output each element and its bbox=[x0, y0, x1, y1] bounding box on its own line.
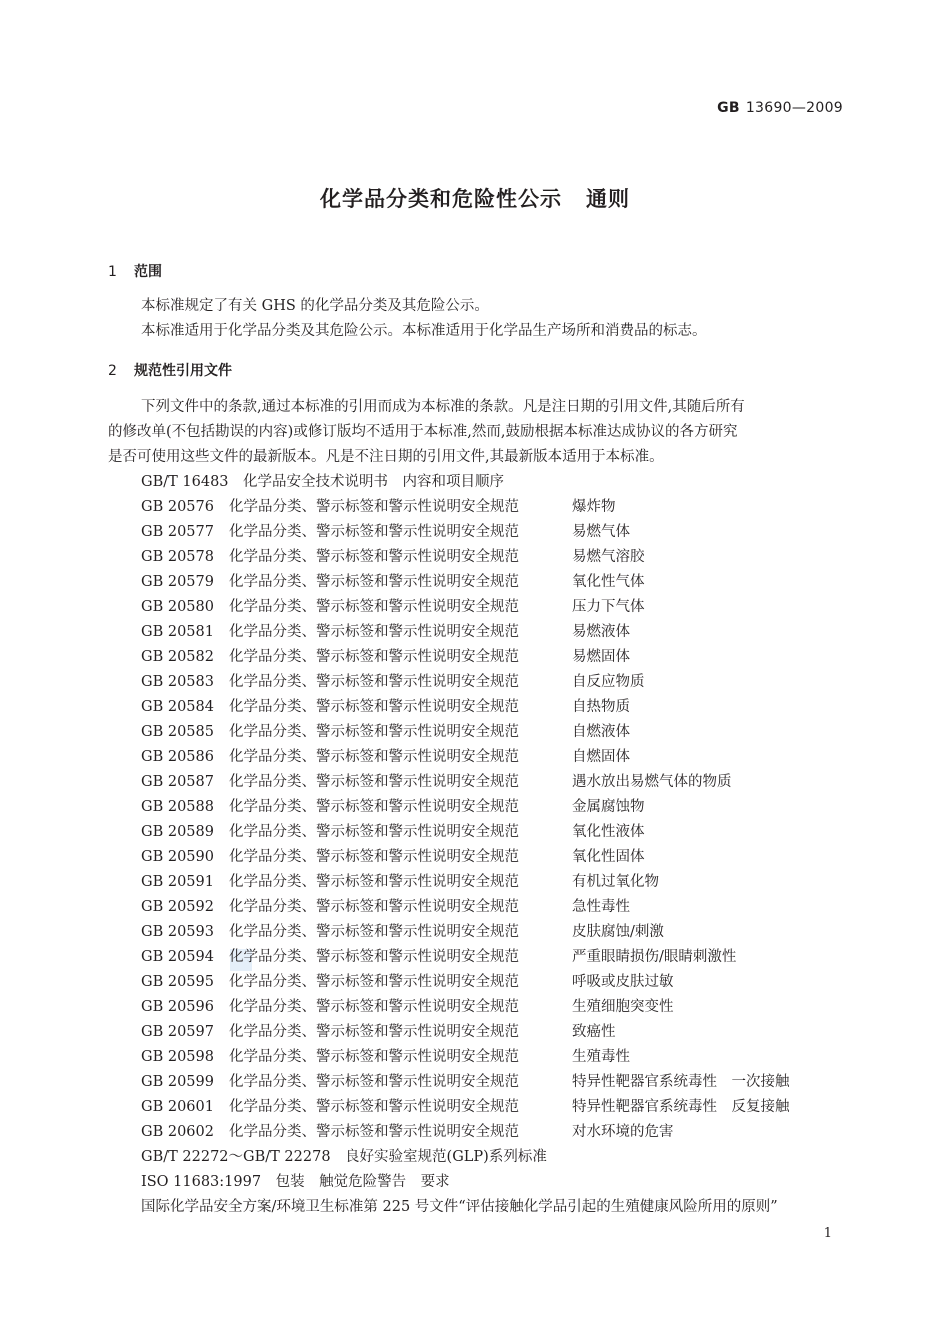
reference-part: 自热物质 bbox=[572, 699, 630, 715]
reference-code: GB 20578 bbox=[141, 549, 214, 565]
reference-title: 化学品分类、警示标签和警示性说明安全规范 bbox=[229, 674, 519, 690]
reference-code: GB 20598 bbox=[141, 1049, 214, 1065]
reference-part: 生殖细胞突变性 bbox=[572, 999, 674, 1015]
reference-item bbox=[141, 695, 790, 720]
reference-code: GB 20588 bbox=[141, 799, 214, 815]
reference-item bbox=[141, 820, 790, 845]
reference-part: 易燃液体 bbox=[572, 624, 630, 640]
reference-part: 皮肤腐蚀/刺激 bbox=[572, 924, 664, 940]
reference-title: 化学品分类、警示标签和警示性说明安全规范 bbox=[229, 649, 519, 665]
section-1-heading bbox=[108, 261, 162, 281]
reference-item bbox=[141, 895, 790, 920]
reference-code: GB 20581 bbox=[141, 624, 214, 640]
reference-part: 爆炸物 bbox=[572, 499, 616, 515]
page-number: 1 bbox=[823, 1226, 832, 1241]
section-title: 范围 bbox=[134, 264, 162, 280]
reference-part: 氧化性气体 bbox=[572, 574, 645, 590]
reference-code: GB 20586 bbox=[141, 749, 214, 765]
reference-item bbox=[141, 995, 790, 1020]
reference-title: 化学品分类、警示标签和警示性说明安全规范 bbox=[229, 524, 519, 540]
reference-code: GB 20592 bbox=[141, 899, 214, 915]
reference-part: 遇水放出易燃气体的物质 bbox=[572, 774, 732, 790]
section-1-body bbox=[108, 294, 843, 344]
section-2-heading bbox=[108, 360, 232, 380]
paragraph-line: 是否可使用这些文件的最新版本。凡是不注日期的引用文件,其最新版本适用于本标准。 bbox=[108, 449, 664, 465]
reference-title: 化学品分类、警示标签和警示性说明安全规范 bbox=[229, 824, 519, 840]
reference-item bbox=[141, 1020, 790, 1045]
reference-item bbox=[141, 970, 790, 995]
reference-part: 自反应物质 bbox=[572, 674, 645, 690]
reference-code: GB 20584 bbox=[141, 699, 214, 715]
reference-item bbox=[141, 620, 790, 645]
reference-item bbox=[141, 795, 790, 820]
reference-code: GB 20593 bbox=[141, 924, 214, 940]
reference-item bbox=[141, 1045, 790, 1070]
reference-part: 有机过氧化物 bbox=[572, 874, 659, 890]
reference-part: 急性毒性 bbox=[572, 899, 630, 915]
reference-item bbox=[141, 720, 790, 745]
title-sub: 通则 bbox=[586, 187, 630, 211]
reference-rows bbox=[141, 495, 790, 1145]
reference-title: 化学品分类、警示标签和警示性说明安全规范 bbox=[229, 699, 519, 715]
reference-title: 化学品分类、警示标签和警示性说明安全规范 bbox=[229, 799, 519, 815]
reference-code: GB 20587 bbox=[141, 774, 214, 790]
section-2-body bbox=[108, 395, 843, 470]
section-number: 2 bbox=[108, 363, 117, 379]
reference-item bbox=[141, 920, 790, 945]
reference-title: 化学品分类、警示标签和警示性说明安全规范 bbox=[229, 599, 519, 615]
reference-title: 化学品分类、警示标签和警示性说明安全规范 bbox=[229, 1074, 519, 1090]
reference-item bbox=[141, 1120, 790, 1145]
paragraph-line: 下列文件中的条款,通过本标准的引用而成为本标准的条款。凡是注日期的引用文件,其随后所有 bbox=[141, 399, 745, 415]
reference-code: GB 20594 bbox=[141, 949, 214, 965]
reference-title: 化学品分类、警示标签和警示性说明安全规范 bbox=[229, 924, 519, 940]
reference-code: GB 20576 bbox=[141, 499, 214, 515]
reference-title: 化学品分类、警示标签和警示性说明安全规范 bbox=[229, 874, 519, 890]
section-number: 1 bbox=[108, 264, 117, 280]
reference-part: 金属腐蚀物 bbox=[572, 799, 645, 815]
reference-code: GB 20597 bbox=[141, 1024, 214, 1040]
reference-item: 国际化学品安全方案/环境卫生标准第 225 号文件“评估接触化学品引起的生殖健康风险所用的原则” bbox=[141, 1199, 778, 1215]
reference-part: 对水环境的危害 bbox=[572, 1124, 674, 1140]
paragraph-line: 本标准规定了有关 GHS 的化学品分类及其危险公示。 bbox=[141, 298, 489, 314]
reference-part: 致癌性 bbox=[572, 1024, 616, 1040]
standard-prefix: GB bbox=[717, 100, 740, 116]
reference-title: 化学品分类、警示标签和警示性说明安全规范 bbox=[229, 774, 519, 790]
reference-part: 易燃气体 bbox=[572, 524, 630, 540]
reference-title: 化学品分类、警示标签和警示性说明安全规范 bbox=[229, 1049, 519, 1065]
reference-title: 化学品分类、警示标签和警示性说明安全规范 bbox=[229, 1124, 519, 1140]
reference-item bbox=[141, 545, 790, 570]
reference-part: 严重眼睛损伤/眼睛刺激性 bbox=[572, 949, 737, 965]
reference-title: 化学品分类、警示标签和警示性说明安全规范 bbox=[229, 899, 519, 915]
reference-part: 氧化性液体 bbox=[572, 824, 645, 840]
reference-title: 化学品分类、警示标签和警示性说明安全规范 bbox=[229, 749, 519, 765]
reference-item bbox=[141, 520, 790, 545]
reference-title: 化学品分类、警示标签和警示性说明安全规范 bbox=[229, 974, 519, 990]
reference-code: GB 20579 bbox=[141, 574, 214, 590]
section-title: 规范性引用文件 bbox=[134, 363, 232, 379]
reference-code: GB 20580 bbox=[141, 599, 214, 615]
reference-title: 化学品分类、警示标签和警示性说明安全规范 bbox=[229, 849, 519, 865]
reference-code: GB 20583 bbox=[141, 674, 214, 690]
reference-code: GB 20585 bbox=[141, 724, 214, 740]
reference-item bbox=[141, 1095, 790, 1120]
reference-title: 化学品分类、警示标签和警示性说明安全规范 bbox=[229, 624, 519, 640]
reference-part: 特异性靶器官系统毒性 一次接触 bbox=[572, 1074, 790, 1090]
reference-item bbox=[141, 495, 790, 520]
reference-part: 易燃固体 bbox=[572, 649, 630, 665]
reference-title: 化学品分类、警示标签和警示性说明安全规范 bbox=[229, 1099, 519, 1115]
reference-part: 生殖毒性 bbox=[572, 1049, 630, 1065]
reference-title: 化学品分类、警示标签和警示性说明安全规范 bbox=[229, 724, 519, 740]
reference-code: GB 20595 bbox=[141, 974, 214, 990]
reference-part: 呼吸或皮肤过敏 bbox=[572, 974, 674, 990]
reference-title: 化学品分类、警示标签和警示性说明安全规范 bbox=[229, 574, 519, 590]
reference-item bbox=[141, 595, 790, 620]
reference-item bbox=[141, 845, 790, 870]
standard-number: 13690—2009 bbox=[745, 100, 843, 116]
reference-title: 化学品分类、警示标签和警示性说明安全规范 bbox=[229, 999, 519, 1015]
reference-title: 化学品分类、警示标签和警示性说明安全规范 bbox=[229, 1024, 519, 1040]
reference-code: GB 20590 bbox=[141, 849, 214, 865]
reference-code: GB 20601 bbox=[141, 1099, 214, 1115]
reference-code: GB 20602 bbox=[141, 1124, 214, 1140]
reference-code: GB 20582 bbox=[141, 649, 214, 665]
paragraph-line: 本标准适用于化学品分类及其危险公示。本标准适用于化学品生产场所和消费品的标志。 bbox=[141, 323, 707, 339]
reference-item bbox=[141, 945, 790, 970]
reference-item bbox=[141, 1070, 790, 1095]
reference-item bbox=[141, 745, 790, 770]
reference-item: GB/T 16483 化学品安全技术说明书 内容和项目顺序 bbox=[141, 474, 505, 490]
reference-item bbox=[141, 770, 790, 795]
reference-title: 化学品分类、警示标签和警示性说明安全规范 bbox=[229, 949, 519, 965]
reference-item bbox=[141, 570, 790, 595]
reference-code: GB 20589 bbox=[141, 824, 214, 840]
reference-title: 化学品分类、警示标签和警示性说明安全规范 bbox=[229, 549, 519, 565]
reference-title: 化学品分类、警示标签和警示性说明安全规范 bbox=[229, 499, 519, 515]
reference-part: 自燃液体 bbox=[572, 724, 630, 740]
reference-code: GB 20577 bbox=[141, 524, 214, 540]
reference-part: 氧化性固体 bbox=[572, 849, 645, 865]
reference-item: GB/T 22272～GB/T 22278 良好实验室规范(GLP)系列标准 bbox=[141, 1149, 547, 1165]
reference-code: GB 20591 bbox=[141, 874, 214, 890]
page-title bbox=[0, 183, 950, 213]
normative-references-list bbox=[141, 470, 790, 1220]
paragraph-line: 的修改单(不包括勘误的内容)或修订版均不适用于本标准,然而,鼓励根据本标准达成协议的各方研究 bbox=[108, 424, 738, 440]
reference-item bbox=[141, 670, 790, 695]
reference-code: GB 20596 bbox=[141, 999, 214, 1015]
title-main: 化学品分类和危险性公示 bbox=[320, 187, 562, 211]
reference-code: GB 20599 bbox=[141, 1074, 214, 1090]
reference-part: 压力下气体 bbox=[572, 599, 645, 615]
reference-item bbox=[141, 870, 790, 895]
reference-item bbox=[141, 645, 790, 670]
reference-part: 特异性靶器官系统毒性 反复接触 bbox=[572, 1099, 790, 1115]
reference-item: ISO 11683:1997 包装 触觉危险警告 要求 bbox=[141, 1174, 450, 1190]
reference-part: 自燃固体 bbox=[572, 749, 630, 765]
standard-code-header bbox=[717, 100, 843, 116]
reference-part: 易燃气溶胶 bbox=[572, 549, 645, 565]
